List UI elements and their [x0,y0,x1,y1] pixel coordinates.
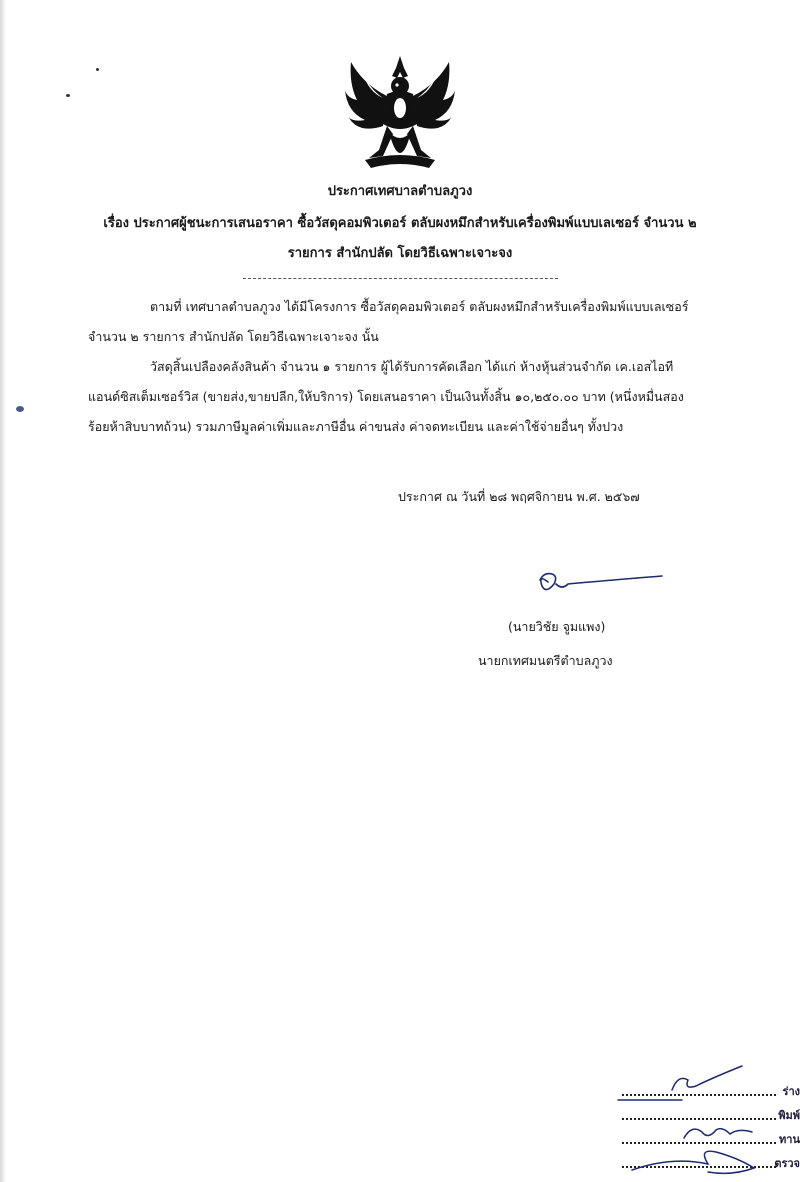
stamp-label: พิมพ์ [778,1109,800,1122]
stamp-label: ร่าง [782,1085,800,1098]
announcement-date: ประกาศ ณ วันที่ ๒๘ พฤศจิกายน พ.ศ. ๒๕๖๗ [398,489,640,504]
stamp-label: ตรวจ [774,1157,800,1170]
handwritten-signature [528,566,668,596]
scan-speck [66,94,70,97]
paragraph-1-line-2: จำนวน ๒ รายการ สำนักปลัด โดยวิธีเฉพาะเจาะจง นั้น [88,329,379,344]
approval-stamp [612,1060,800,1182]
garuda-emblem [343,54,457,176]
scan-speck [96,68,99,71]
stamp-initials [612,1060,800,1182]
issuer-title: ประกาศเทศบาลตำบลภูวง [327,184,473,199]
subject-line-1: เรื่อง ประกาศผู้ชนะการเสนอราคา ซื้อวัสดุคอมพิวเตอร์ ตลับผงหมึกสำหรับเครื่องพิมพ์แบบเลเซอร์ จำนวน ๒ [103,216,697,231]
paragraph-2-line-3: ร้อยห้าสิบบาทถ้วน) รวมภาษีมูลค่าเพิ่มและภาษีอื่น ค่าขนส่ง ค่าจดทะเบียน และค่าใช้จ่ายอื่นๆ ทั้งปวง [88,419,624,434]
scan-speck [16,406,24,412]
signatory-position: นายกเทศมนตรีตำบลภูวง [478,653,613,668]
subject-line-2: รายการ สำนักปลัด โดยวิธีเฉพาะเจาะจง [287,246,513,261]
separator-rule [243,278,558,279]
scan-edge [0,0,6,1182]
paragraph-1-line-1: ตามที่ เทศบาลตำบลภูวง ได้มีโครงการ ซื้อวัสดุคอมพิวเตอร์ ตลับผงหมึกสำหรับเครื่องพิมพ์แบบเลเซอร์ [150,299,689,314]
paragraph-2-line-1: วัสดุสิ้นเปลืองคลังสินค้า จำนวน ๑ รายการ ผู้ได้รับการคัดเลือก ได้แก่ ห้างหุ้นส่วนจำกัด เค.เอสไอที [150,359,674,374]
signatory-name: (นายวิชัย จูมแพง) [508,619,606,634]
stamp-label: ทาน [779,1133,800,1146]
paragraph-2-line-2: แอนด์ซิสเต็มเซอร์วิส (ขายส่ง,ขายปลีก,ให้บริการ) โดยเสนอราคา เป็นเงินทั้งสิ้น ๑๐,๒๕๐.๐๐ บาท (หนึ่งหมื่นสอง [88,389,684,404]
